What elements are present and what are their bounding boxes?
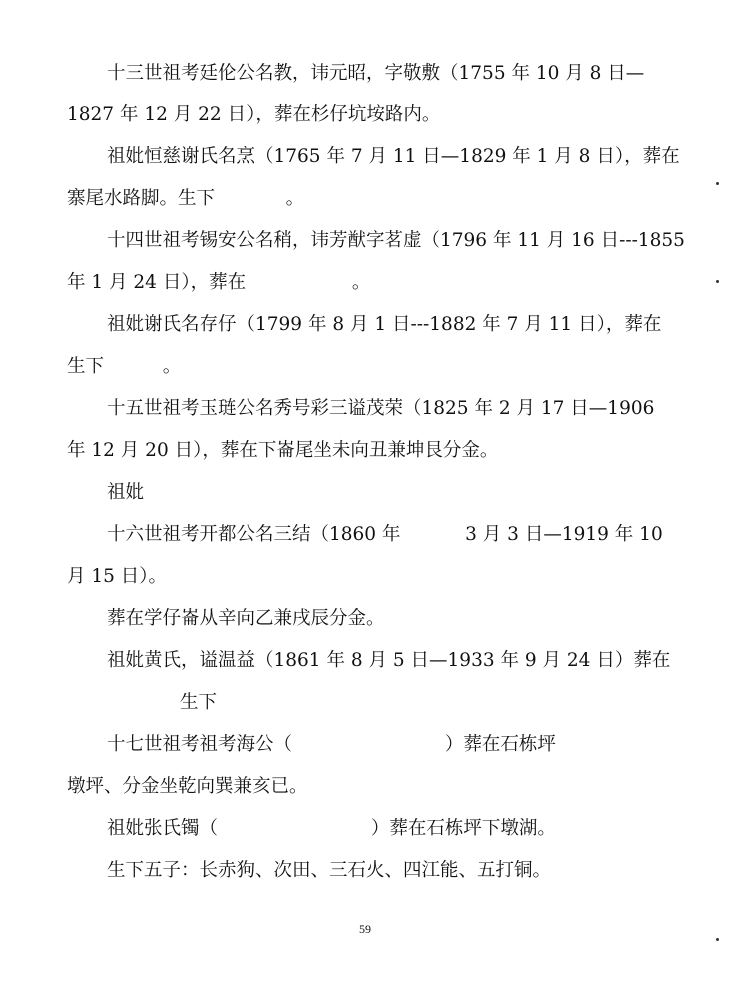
- text-line: 十七世祖考祖考海公（ ）葬在石栋坪: [107, 734, 556, 755]
- text-line: 生下 。: [67, 356, 182, 377]
- text-line: 十六世祖考开都公名三结（1860 年 3 月 3 日—1919 年 10: [107, 524, 663, 545]
- text-line: 1827 年 12 月 22 日），葬在杉仔坑垵路内。: [67, 104, 441, 125]
- text-line: 葬在学仔崙从辛向乙兼戌辰分金。: [107, 608, 385, 629]
- text-line: 年 1 月 24 日），葬在 。: [67, 272, 371, 293]
- text-line: 祖妣: [107, 482, 145, 503]
- text-line: 十三世祖考廷伦公名教，讳元昭，字敬敷（1755 年 10 月 8 日—: [107, 63, 645, 84]
- scan-speck: [716, 938, 719, 941]
- text-line: 祖妣张氏镯（ ）葬在石栋坪下墩湖。: [107, 818, 556, 839]
- scan-speck: [716, 182, 719, 185]
- text-line: 年 12 月 20 日），葬在下崙尾坐未向丑兼坤艮分金。: [67, 440, 499, 461]
- scan-speck: [716, 280, 719, 283]
- text-line: 祖妣谢氏名存仔（1799 年 8 月 1 日---1882 年 7 月 11 日），葬在: [107, 314, 662, 335]
- page-number: 59: [359, 922, 371, 936]
- text-line: 生下五子：长赤狗、次田、三石火、四江能、五打铜。: [107, 860, 552, 881]
- text-line: 生下: [180, 692, 218, 713]
- text-line: 祖妣恒慈谢氏名烹（1765 年 7 月 11 日—1829 年 1 月 8 日），葬在: [107, 146, 680, 167]
- text-line: 月 15 日）。: [67, 566, 168, 587]
- text-line: 十五世祖考玉琏公名秀号彩三谥茂荣（1825 年 2 月 17 日—1906: [107, 398, 655, 419]
- text-line: 祖妣黄氏，谥温益（1861 年 8 月 5 日—1933 年 9 月 24 日）葬在: [107, 650, 671, 671]
- text-line: 寨尾水路脚。生下 。: [67, 188, 305, 209]
- text-line: 十四世祖考锡安公名稍，讳芳猷字茗虚（1796 年 11 月 16 日---1855: [107, 230, 685, 251]
- text-line: 墩坪、分金坐乾向巽兼亥已。: [67, 776, 308, 797]
